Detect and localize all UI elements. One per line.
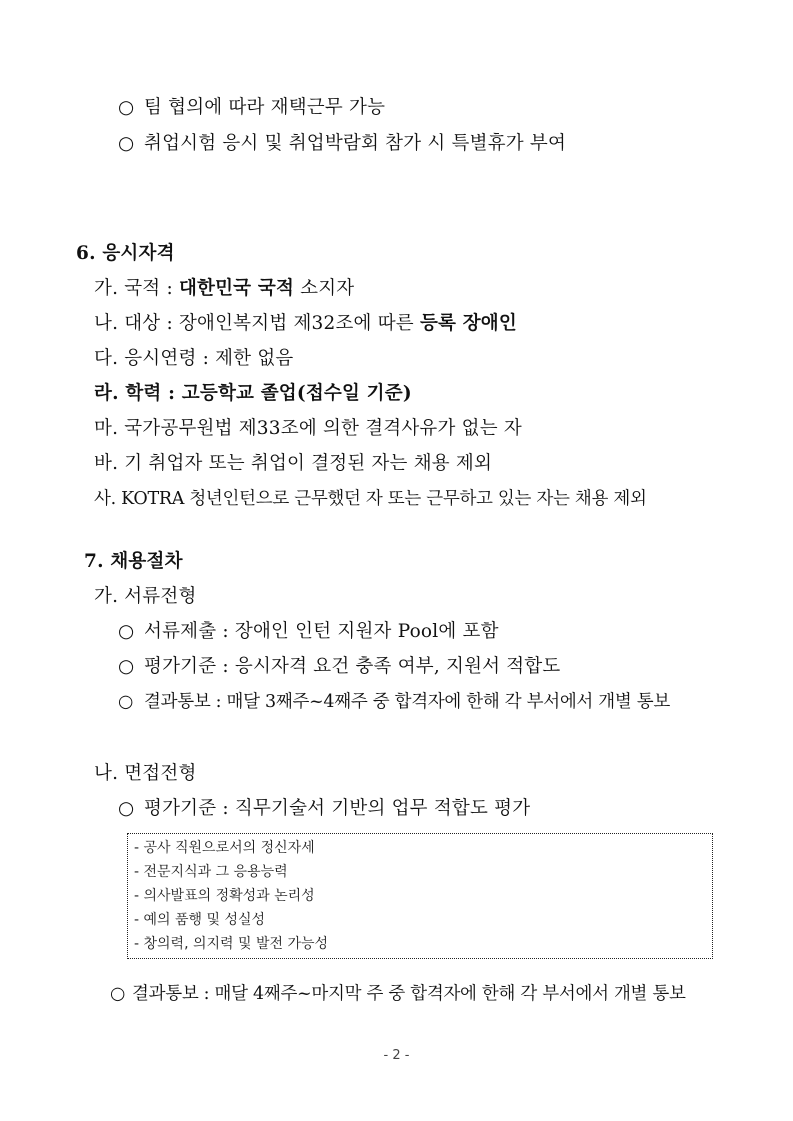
document-result <box>118 690 670 714</box>
criteria-item: - 창의력, 의지력 및 발전 가능성 <box>134 936 329 952</box>
document-item-text: 평가기준 : 응시자격 요건 충족 여부, 지원서 적합도 <box>144 656 561 677</box>
bullet-circle: ○ <box>110 984 125 1004</box>
benefit-text: 팀 협의에 따라 재택근무 가능 <box>144 97 386 118</box>
document-screening-title: 가. 서류전형 <box>94 586 197 607</box>
document-item-text: 결과통보 : 매달 3째주~4째주 중 합격자에 한해 각 부서에서 개별 통보 <box>144 692 670 712</box>
target-value: 등록 장애인 <box>419 313 517 334</box>
nationality-label: 가. 국적 : <box>94 278 179 299</box>
nationality-suffix: 소지자 <box>294 278 355 299</box>
eligibility-nationality <box>94 277 354 301</box>
eligibility-age: 다. 응시연령 : 제한 없음 <box>94 348 294 369</box>
interview-result-text: 결과통보 : 매달 4째주~마지막 주 중 합격자에 한해 각 부서에서 개별 통보 <box>132 984 686 1004</box>
nationality-value: 대한민국 국적 <box>178 278 295 299</box>
bullet-circle: ○ <box>118 133 135 154</box>
criteria-item: - 의사발표의 정확성과 논리성 <box>134 888 315 904</box>
eligibility-employed-exclusion: 바. 기 취업자 또는 취업이 결정된 자는 채용 제외 <box>94 453 493 474</box>
eligibility-kotra-exclusion: 사. KOTRA 청년인턴으로 근무했던 자 또는 근무하고 있는 자는 채용 제외 <box>94 489 647 509</box>
document-item-text: 서류제출 : 장애인 인턴 지원자 Pool에 포함 <box>144 621 499 642</box>
bullet-circle: ○ <box>118 798 135 819</box>
page-number: - 2 - <box>383 1048 410 1063</box>
eligibility-education: 라. 학력 : 고등학교 졸업(접수일 기준) <box>94 383 412 404</box>
criteria-item: - 예의 품행 및 성실성 <box>134 912 266 928</box>
target-label: 나. 대상 : 장애인복지법 제32조에 따른 <box>94 313 420 334</box>
eligibility-disqualification: 마. 국가공무원법 제33조에 의한 결격사유가 없는 자 <box>94 418 522 439</box>
benefit-special-leave <box>118 132 566 156</box>
criteria-item: - 전문지식과 그 응용능력 <box>134 864 288 880</box>
bullet-circle: ○ <box>118 692 133 712</box>
eligibility-target <box>94 312 517 336</box>
bullet-circle: ○ <box>118 621 135 642</box>
interview-criteria <box>118 797 530 821</box>
interview-screening-title: 나. 면접전형 <box>94 763 197 784</box>
section-6-heading: 6. 응시자격 <box>76 243 175 264</box>
benefit-text: 취업시험 응시 및 취업박람회 참가 시 특별휴가 부여 <box>144 133 567 154</box>
section-7-heading: 7. 채용절차 <box>84 551 183 572</box>
document-criteria <box>118 655 561 679</box>
benefit-remote-work <box>118 96 385 120</box>
bullet-circle: ○ <box>118 97 135 118</box>
document-submission <box>118 620 499 644</box>
bullet-circle: ○ <box>118 656 135 677</box>
interview-criteria-text: 평가기준 : 직무기술서 기반의 업무 적합도 평가 <box>144 798 531 819</box>
interview-result <box>110 982 686 1006</box>
interview-criteria-box <box>127 833 713 959</box>
criteria-item: - 공사 직원으로서의 정신자세 <box>134 840 315 856</box>
